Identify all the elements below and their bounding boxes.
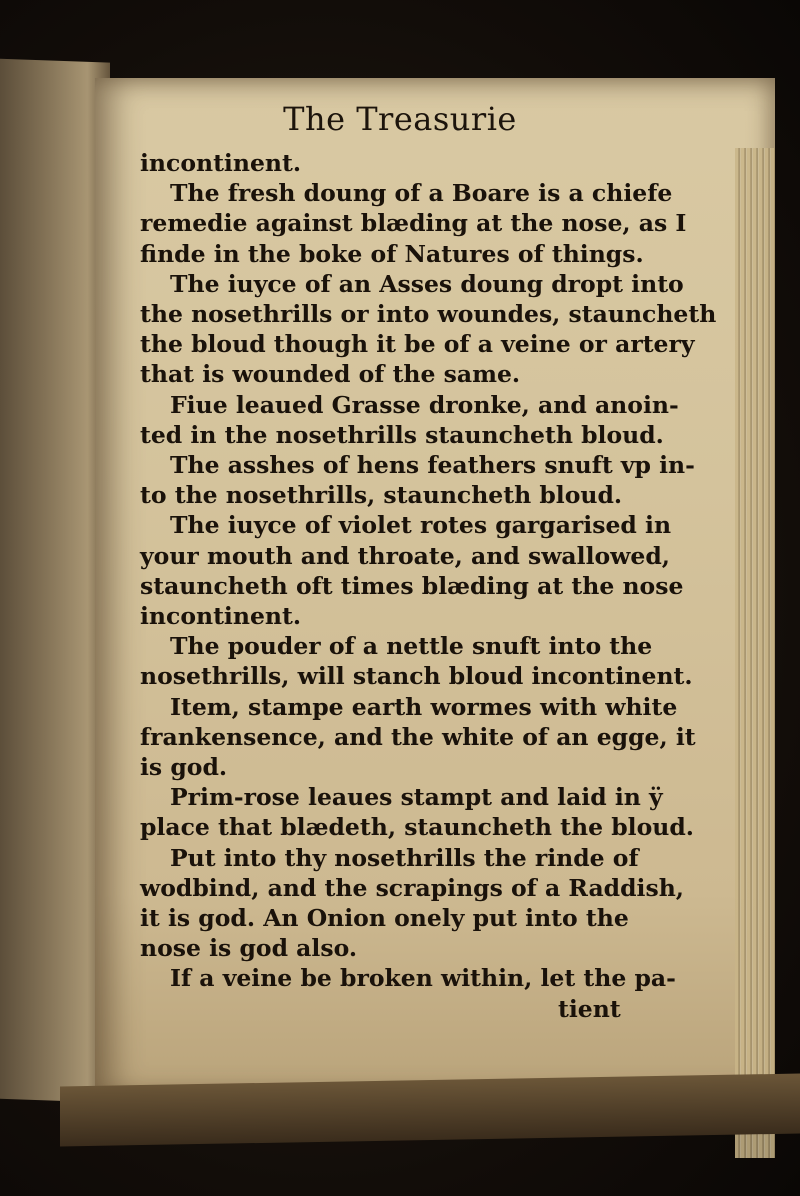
text-line: incontinent. bbox=[140, 149, 302, 177]
text-line: it is god. An Onion onely put into the bbox=[140, 904, 629, 933]
text-line: place that blædeth, stauncheth the bloud. bbox=[140, 813, 694, 842]
text-line: stauncheth oft times blæding at the nose bbox=[140, 571, 684, 600]
text-line: Prim-rose leaues stampt and laid in ÿ bbox=[170, 783, 663, 812]
text-line: to the nosethrills, stauncheth bloud. bbox=[140, 481, 623, 510]
text-line: nose is god also. bbox=[140, 934, 358, 963]
text-line: Item, stampe earth wormes with white bbox=[170, 692, 678, 721]
text-line: incontinent. bbox=[140, 602, 302, 631]
catchword: tient bbox=[558, 994, 621, 1023]
text-line: that is wounded of the same. bbox=[140, 360, 521, 389]
text-line: The iuyce of an Asses doung dropt into bbox=[170, 269, 684, 298]
page-text bbox=[140, 148, 760, 1024]
text-line: The fresh doung of a Boare is a chiefe bbox=[170, 179, 673, 208]
text-line: nosethrills, will stanch bloud incontinent. bbox=[140, 662, 693, 691]
text-line: wodbind, and the scrapings of a Raddish, bbox=[140, 873, 684, 902]
text-line: finde in the boke of Natures of things. bbox=[140, 239, 644, 268]
text-line: your mouth and throate, and swallowed, bbox=[140, 541, 670, 570]
book-bottom-edge bbox=[60, 1074, 800, 1147]
text-line: is god. bbox=[140, 753, 228, 782]
text-line: The pouder of a nettle snuft into the bbox=[170, 632, 653, 661]
text-line: If a veine be broken within, let the pa- bbox=[170, 964, 676, 993]
text-line: Put into thy nosethrills the rinde of bbox=[170, 843, 639, 872]
text-line: the nosethrills or into woundes, stauncheth bbox=[140, 300, 717, 329]
text-line: the bloud though it be of a veine or artery bbox=[140, 330, 695, 359]
text-line: The iuyce of violet rotes gargarised in bbox=[170, 511, 672, 540]
text-line: Fiue leaued Grasse dronke, and anoin- bbox=[170, 390, 679, 419]
text-line: frankensence, and the white of an egge, it bbox=[140, 722, 696, 751]
text-line: remedie against blæding at the nose, as I bbox=[140, 209, 687, 238]
text-line: ted in the nosethrills stauncheth bloud. bbox=[140, 420, 664, 449]
left-page-edge bbox=[0, 57, 110, 1102]
text-line: The asshes of hens feathers snuft vp in- bbox=[170, 451, 695, 480]
running-header: The Treasurie bbox=[283, 100, 517, 138]
